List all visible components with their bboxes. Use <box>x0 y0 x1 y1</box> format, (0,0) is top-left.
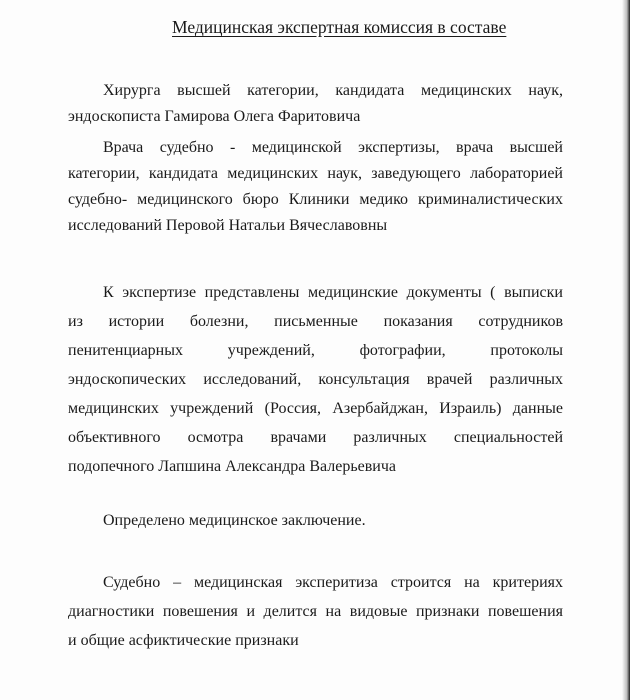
text-line: эндоскописта Гамирова Олега Фаритовича <box>68 108 361 125</box>
document-title: Медицинская экспертная комиссия в составе <box>172 17 507 37</box>
text-line: Хирурга высшей категории, кандидата медицинских наук, <box>103 82 563 99</box>
text-line: К экспертизе представлены медицинские документы ( выписки <box>103 284 563 301</box>
text-line: объективного осмотра врачами различных специальностей <box>68 429 563 446</box>
text-line: категории, кандидата медицинских наук, заведующего лабораторией <box>68 165 563 182</box>
paragraph-documents <box>68 278 563 481</box>
text-line: судебно- медицинского бюро Клиники медико криминалистических <box>68 191 563 208</box>
text-line: Судебно – медицинская эксперитиза строится на критериях <box>103 574 563 591</box>
paragraph-commission-surgeon <box>68 78 563 130</box>
text-line: Врача судебно - медицинской экспертизы, врача высшей <box>103 139 563 156</box>
paragraph-conclusion <box>68 508 563 534</box>
text-line: из истории болезни, письменные показания сотрудников <box>68 313 563 330</box>
paragraph-commission-forensic <box>68 135 563 239</box>
text-line: диагностики повешения и делится на видовые признаки повешения <box>68 603 563 620</box>
text-line: пенитенциарных учреждений, фотографии, протоколы <box>68 342 563 359</box>
text-line: и общие асфиктические признаки <box>68 632 299 649</box>
page-edge-shadow <box>622 0 630 700</box>
text-line: Определено медицинское заключение. <box>103 512 366 529</box>
text-line: подопечного Лапшина Александра Валерьевича <box>68 458 397 475</box>
text-line: эндоскопических исследований, консультация врачей различных <box>68 371 563 388</box>
text-line: медицинских учреждений (Россия, Азербайджан, Израиль) данные <box>68 400 563 417</box>
paragraph-criteria <box>68 568 563 655</box>
text-line: исследований Перовой Натальи Вячеславовны <box>68 217 388 234</box>
